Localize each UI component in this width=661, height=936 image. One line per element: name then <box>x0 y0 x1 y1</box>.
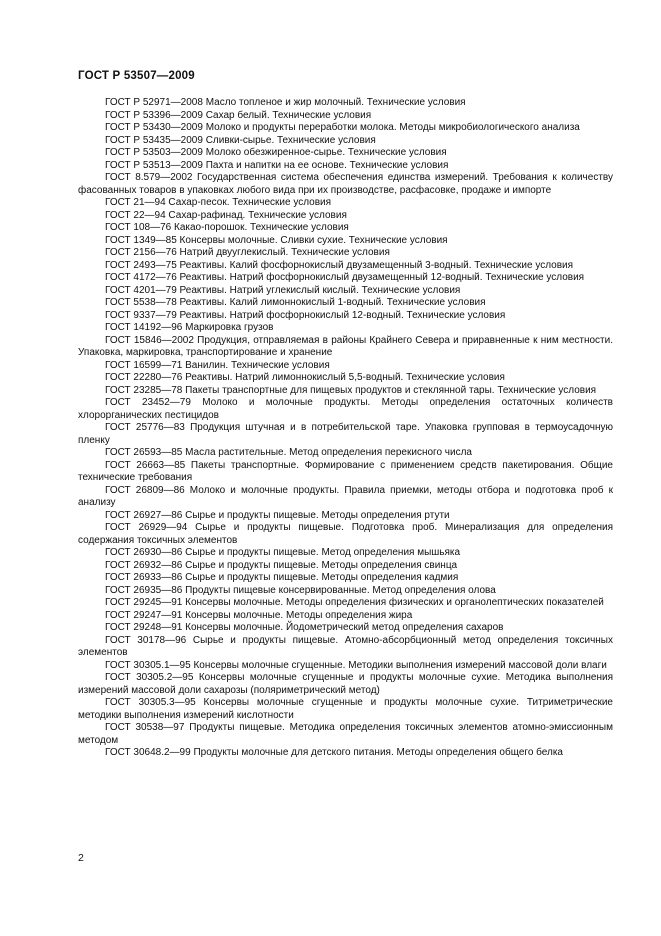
reference-item: ГОСТ 26930—86 Сырье и продукты пищевые. Метод определения мышьяка <box>105 547 461 558</box>
reference-item: ГОСТ 108—76 Какао-порошок. Технические условия <box>105 222 349 233</box>
reference-item: ГОСТ 26809—86 Молоко и молочные продукты. Правила приемки, методы отбора и подготовка проб к анализу <box>78 484 613 508</box>
reference-item: ГОСТ 30305.1—95 Консервы молочные сгущенные. Методики выполнения измерений массовой доли влаги <box>105 659 607 671</box>
reference-item: ГОСТ 25776—83 Продукция штучная и в потребительской таре. Упаковка групповая в термоусадочную пленку <box>78 422 613 446</box>
reference-item: ГОСТ 29245—91 Консервы молочные. Методы определения физических и органолептических показателей <box>105 597 604 608</box>
reference-item: ГОСТ 5538—78 Реактивы. Калий лимоннокислый 1-водный. Технические условия <box>105 297 486 308</box>
reference-item: ГОСТ 26663—85 Пакеты транспортные. Формирование с применением средств пакетирования. Общие технические требования <box>78 459 613 483</box>
reference-item: ГОСТ 30178—96 Сырье и продукты пищевые. Атомно-абсорбционный метод определения токсичных элементов <box>78 634 613 658</box>
reference-item: ГОСТ 8.579—2002 Государственная система обеспечения единства измерений. Требования к количеству фасованных товаров в упаковках любого вида при их производстве, расфасовке, продаже и импорте <box>78 172 613 196</box>
reference-item: ГОСТ 22280—76 Реактивы. Натрий лимоннокислый 5,5-водный. Технические условия <box>105 372 505 383</box>
reference-item: ГОСТ 29248—91 Консервы молочные. Йодометрический метод определения сахаров <box>105 622 504 633</box>
reference-item: ГОСТ 23452—79 Молоко и молочные продукты. Методы определения остаточных количеств хлорорганических пестицидов <box>78 397 613 421</box>
reference-item: ГОСТ Р 53435—2009 Сливки-сырье. Технические условия <box>105 134 376 146</box>
reference-item: ГОСТ 16599—71 Ванилин. Технические условия <box>105 359 330 371</box>
reference-item: ГОСТ 26593—85 Масла растительные. Метод определения перекисного числа <box>105 447 472 458</box>
reference-item: ГОСТ 23285—78 Пакеты транспортные для пищевых продуктов и стеклянной тары. Технические условия <box>105 384 597 396</box>
reference-item: ГОСТ 26933—86 Сырье и продукты пищевые. Методы определения кадмия <box>105 572 459 583</box>
reference-item: ГОСТ Р 53503—2009 Молоко обезжиренное-сырье. Технические условия <box>105 147 447 158</box>
page-number: 2 <box>78 852 84 864</box>
reference-item: ГОСТ 2493—75 Реактивы. Калий фосфорнокислый двузамещенный 3-водный. Технические условия <box>105 259 574 271</box>
reference-item: ГОСТ 30648.2—99 Продукты молочные для детского питания. Методы определения общего белка <box>105 747 563 758</box>
reference-item: ГОСТ Р 53396—2009 Сахар белый. Технические условия <box>105 109 372 121</box>
reference-item: ГОСТ 15846—2002 Продукция, отправляемая в районы Крайнего Севера и приравненные к ним местности. Упаковка, маркировка, транспортирование и хранение <box>78 334 613 358</box>
reference-item: ГОСТ 26935—86 Продукты пищевые консервированные. Метод определения олова <box>105 584 496 596</box>
reference-item: ГОСТ 30305.3—95 Консервы молочные сгущенные и продукты молочные сухие. Титриметрические методики выполнения измерений кислотности <box>78 697 613 721</box>
reference-item: ГОСТ 26927—86 Сырье и продукты пищевые. Методы определения ртути <box>105 509 450 521</box>
reference-item: ГОСТ 30538—97 Продукты пищевые. Методика определения токсичных элементов атомно-эмиссионным методом <box>78 722 613 746</box>
reference-item: ГОСТ 22—94 Сахар-рафинад. Технические условия <box>105 209 347 221</box>
reference-item: ГОСТ Р 53430—2009 Молоко и продукты переработки молока. Методы микробиологического анализа <box>105 122 580 133</box>
reference-item: ГОСТ 1349—85 Консервы молочные. Сливки сухие. Технические условия <box>105 234 448 246</box>
reference-item: ГОСТ 26929—94 Сырье и продукты пищевые. Подготовка проб. Минерализация для определения содержания токсичных элементов <box>78 522 613 546</box>
reference-item: ГОСТ Р 53513—2009 Пахта и напитки на ее основе. Технические условия <box>105 159 449 171</box>
reference-item: ГОСТ 14192—96 Маркировка грузов <box>105 322 274 333</box>
reference-item: ГОСТ Р 52971—2008 Масло топленое и жир молочный. Технические условия <box>105 97 466 108</box>
reference-item: ГОСТ 4201—79 Реактивы. Натрий углекислый кислый. Технические условия <box>105 284 461 296</box>
normative-references-list <box>78 97 613 760</box>
document-header: ГОСТ Р 53507—2009 <box>78 70 195 82</box>
reference-item: ГОСТ 21—94 Сахар-песок. Технические условия <box>105 197 332 208</box>
reference-item: ГОСТ 9337—79 Реактивы. Натрий фосфорнокислый 12-водный. Технические условия <box>105 309 506 321</box>
reference-item: ГОСТ 29247—91 Консервы молочные. Методы определения жира <box>105 609 413 621</box>
reference-item: ГОСТ 30305.2—95 Консервы молочные сгущенные и продукты молочные сухие. Методика выполнения измерений массовой доли сахарозы (поляриметрический метод) <box>78 672 613 696</box>
reference-item: ГОСТ 4172—76 Реактивы. Натрий фосфорнокислый двузамещенный 12-водный. Технические условия <box>105 272 585 283</box>
reference-item: ГОСТ 2156—76 Натрий двууглекислый. Технические условия <box>105 247 390 258</box>
reference-item: ГОСТ 26932—86 Сырье и продукты пищевые. Методы определения свинца <box>105 559 458 571</box>
